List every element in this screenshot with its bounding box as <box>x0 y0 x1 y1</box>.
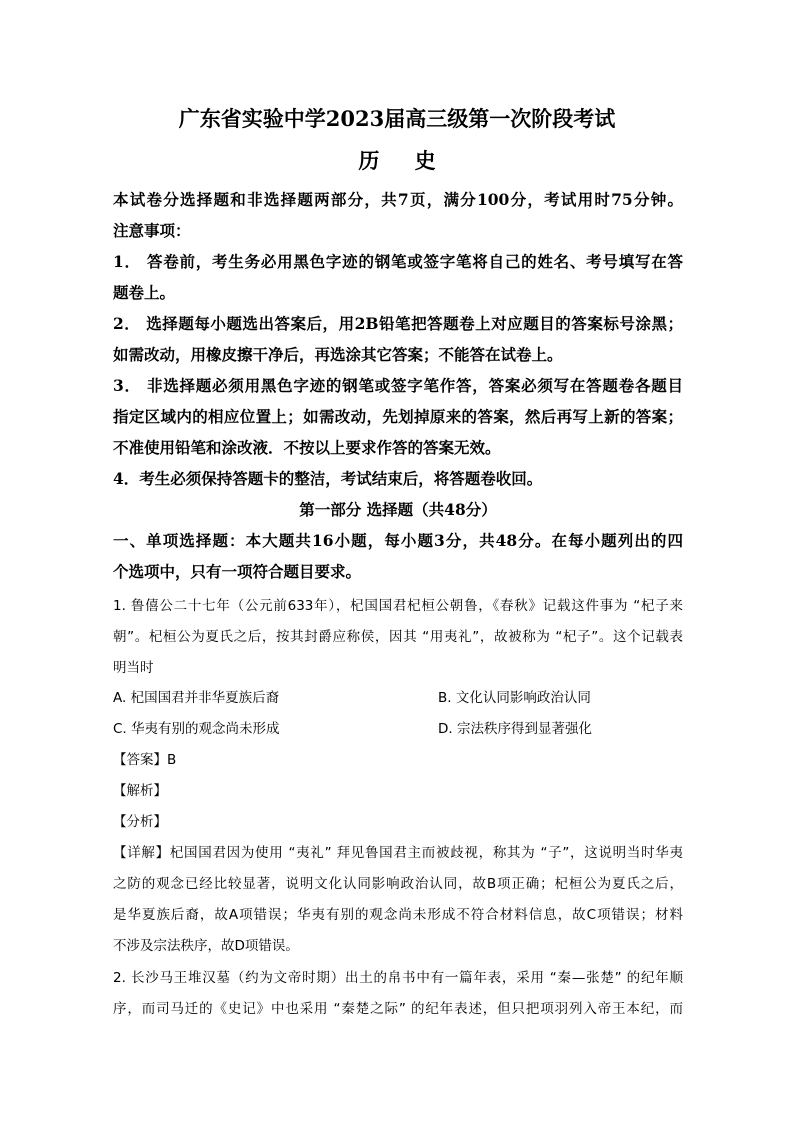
q2-stem-line: 2. 长沙马王堆汉墓（约为文帝时期）出土的帛书中有一篇年表，采用 “秦—张楚” 的纪年顺 <box>113 970 683 986</box>
q1-detail-line: 是华夏族后裔，故A项错误；华夷有别的观念尚未形成不符合材料信息，故C项错误；材料 <box>113 907 683 923</box>
q1-fenxi-label: 【分析】 <box>113 814 167 830</box>
section-instruction-line: 一、单项选择题：本大题共16小题，每小题3分，共48分。在每小题列出的四 <box>113 531 683 550</box>
subject-title: 历 史 <box>358 148 450 173</box>
q1-option-c: C. 华夷有别的观念尚未形成 <box>113 721 280 737</box>
q1-analysis-label: 【解析】 <box>113 783 167 799</box>
intro-text: 本试卷分选择题和非选择题两部分，共7页，满分100分，考试用时75分钟。 <box>113 190 683 209</box>
notice-item-line: 4．考生必须保持答题卡的整洁，考试结束后，将答题卷收回。 <box>113 469 543 488</box>
notice-item-line: 3． 非选择题必须用黑色字迹的钢笔或签字笔作答，答案必须写在答题卷各题目 <box>113 376 683 395</box>
notice-item-line: 1． 答卷前，考生务必用黑色字迹的钢笔或签字笔将自己的姓名、考号填写在答 <box>113 252 683 271</box>
q2-stem-line: 序，而司马迁的《史记》中也采用 “秦楚之际” 的纪年表述，但只把项羽列入帝王本纪，而 <box>113 1001 683 1017</box>
notice-item-line: 2． 选择题每小题选出答案后，用2B铅笔把答题卷上对应题目的答案标号涂黑； <box>113 314 683 333</box>
section-instruction-line: 个选项中，只有一项符合题目要求。 <box>113 562 362 581</box>
part-heading: 第一部分 选择题（共48分） <box>299 500 497 519</box>
notice-item-line: 题卷上。 <box>113 283 176 302</box>
q1-option-d: D. 宗法秩序得到显著强化 <box>438 721 592 737</box>
q1-option-b: B. 文化认同影响政治认同 <box>438 690 591 706</box>
q1-option-a: A. 杞国国君并非华夏族后裔 <box>113 690 280 706</box>
q1-answer: 【答案】B <box>113 752 177 768</box>
exam-title: 广东省实验中学2023届高三级第一次阶段考试 <box>178 106 616 131</box>
notice-label: 注意事项： <box>113 221 191 240</box>
q1-detail-line: 【详解】杞国国君因为使用 “夷礼” 拜见鲁国君主而被歧视，称其为 “子”，这说明当时华夷 <box>113 845 683 861</box>
notice-item-line: 如需改动，用橡皮擦干净后，再选涂其它答案；不能答在试卷上。 <box>113 345 563 364</box>
notice-item-line: 不准使用铅笔和涂改液．不按以上要求作答的答案无效。 <box>113 438 501 457</box>
notice-item-line: 指定区域内的相应位置上；如需改动，先划掉原来的答案，然后再写上新的答案； <box>113 407 683 426</box>
q1-detail-line: 不涉及宗法秩序，故D项错误。 <box>113 938 299 954</box>
q1-stem-line: 朝”。杞桓公为夏氏之后，按其封爵应称侯，因其 “用夷礼”，故被称为 “杞子”。这个记载表 <box>113 629 683 645</box>
q1-detail-line: 之防的观念已经比较显著，说明文化认同影响政治认同，故B项正确；杞桓公为夏氏之后， <box>113 876 683 892</box>
q1-stem-line: 1. 鲁僖公二十七年（公元前633年），杞国国君杞桓公朝鲁，《春秋》记载这件事为 “杞子来 <box>113 598 683 614</box>
q1-stem-line: 明当时 <box>113 660 154 676</box>
